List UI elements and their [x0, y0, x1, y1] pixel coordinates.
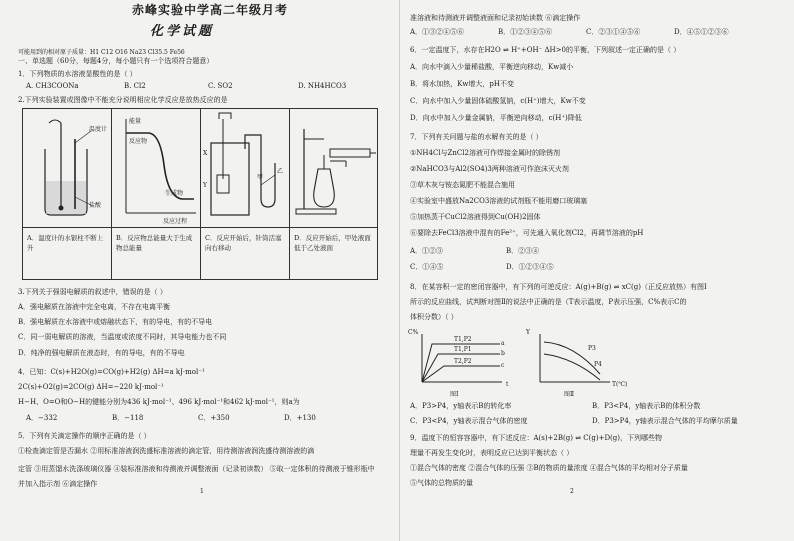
fig1-caption: 图Ⅰ	[450, 391, 459, 398]
q1-option-d: D. NH4HCO3	[298, 82, 347, 90]
figure-2-graph	[534, 332, 614, 388]
q6-option-b: B．将水加热，Kw增大，pH不变	[410, 80, 514, 88]
q5-line2: ①检查滴定管是否漏水 ②用标准溶液润洗盛标准溶液的滴定管，用待测溶液润洗盛待测溶液的滴	[18, 447, 315, 455]
fig2-xlabel: T(℃)	[612, 381, 628, 388]
q7-option-b: B．②③④	[506, 247, 540, 255]
q3-option-b: B．强电解质在水溶液中或熔融状态下，有的导电，有的不导电	[18, 318, 213, 326]
q5-line3: 定管 ③用蒸馏水洗涤玻璃仪器 ④装标准溶液和待测液并调整液面（记录初读数） ⑤取一定体积的待测液于锥形瓶中并加入指示剂 ⑥滴定操作	[18, 465, 375, 488]
q1-stem: 1．下列物质的水溶液显酸性的是（ ）	[18, 70, 137, 78]
q1-option-b: B. Cl2	[124, 82, 146, 90]
label-jia: 甲	[257, 174, 264, 181]
atomic-masses: 可能用到的相对原子质量：H1 C12 O16 Na23 Cl35.5 Fe56	[18, 49, 185, 56]
q8-stem: 8．在某容积一定的密闭容器中，有下列的可逆反应：A(g)+B(g) ⇌ xC(g)（正反应放热）有图Ⅰ	[410, 283, 707, 291]
q5-option-c: C．②③①④⑤⑥	[586, 28, 641, 36]
q6-option-d: D．向水中加入少量金属钠，平衡逆向移动，c(H⁺)降低	[410, 114, 582, 122]
fig1-curve-2: T1,P1	[454, 346, 472, 353]
exam-title: 赤峰实验中学高二年级月考	[132, 3, 289, 17]
product-label: 生成物	[165, 190, 184, 197]
q9-stem: 9．温度下的恒容容器中，有下述反应：A(s)+2B(g) ⇌ C(g)+D(g)，下列哪些物	[410, 434, 663, 442]
q8-option-d: D．P3>P4，y轴表示混合气体的平均摩尔质量	[592, 417, 738, 425]
q8-line2: 所示的反应曲线，试判断对图Ⅱ的说法中正确的是（T表示温度，P表示压强，C%表示C的	[410, 298, 687, 306]
q8-option-b: B．P3<P4，y轴表示B的体积分数	[592, 402, 701, 410]
q2-caption-b: B．反应物总能量大于生成物总能量	[116, 234, 193, 252]
fig1-tag-c: c	[501, 362, 505, 369]
q6-option-a: A．向水中滴入少量稀盐酸，平衡逆向移动，Kw减小	[410, 63, 574, 71]
q1-option-c: C. SO2	[208, 82, 233, 90]
q4-stem: 4．已知：C(s)+H2O(g)=CO(g)+H2(g) ΔH=a kJ·mol⁻¹	[18, 368, 205, 376]
exam-subtitle: 化学试题	[150, 24, 215, 39]
q2-figure-table	[22, 108, 378, 280]
q7-item-4: ④实验室中盛放Na2CO3溶液的试剂瓶不能用磨口玻璃塞	[410, 197, 588, 205]
q5-option-a: A．①③②④⑤⑥	[410, 28, 465, 36]
q4-option-c: C．+350	[198, 414, 230, 422]
q7-item-2: ②NaHCO3与Al2(SO4)3两种溶液可作泡沫灭火剂	[410, 165, 569, 173]
q2-caption-a: A．温度计的水银柱不断上升	[27, 234, 104, 252]
right-page	[402, 0, 794, 541]
q3-stem: 3.下列关于强弱电解质的叙述中，错误的是（ ）	[18, 288, 167, 296]
q4-option-d: D．+130	[284, 414, 316, 422]
q4-option-b: B．−118	[112, 414, 144, 422]
fig2-caption: 图Ⅱ	[564, 391, 575, 398]
q4-line3: H−H、O=O和O−H的键能分别为436 kJ·mol⁻¹、496 kJ·mol⁻¹和462 kJ·mol⁻¹，则a为	[18, 398, 300, 406]
reaction-process-label: 反应过程	[163, 218, 188, 225]
fig2-curve-2: P4	[594, 361, 602, 368]
q2-table-rule	[23, 227, 377, 228]
fig2-curve-1: P3	[588, 345, 596, 352]
label-x: X	[203, 150, 208, 157]
q7-option-c: C．①④⑤	[410, 263, 444, 271]
q2-stem: 2.下列实验装置或图像中不能充分说明相应化学反应是放热反应的是	[18, 96, 228, 104]
q1-option-a: A. CH3COONa	[26, 82, 79, 90]
q6-stem: 6．一定温度下，水存在H2O ⇌ H⁺+OH⁻ ΔH>0的平衡，下列叙述一定正确的是（ ）	[410, 46, 681, 54]
q7-item-3: ③草木灰与铵态氮肥不能混合施用	[410, 181, 515, 189]
q9-line4: ⑤气体的总物质的量	[410, 479, 473, 487]
q4-line2: 2C(s)+O2(g)=2CO(g) ΔH=−220 kJ·mol⁻¹	[18, 383, 164, 391]
label-y: Y	[203, 182, 207, 189]
fig1-tag-b: b	[501, 350, 505, 357]
reactant-label: 反应物	[129, 138, 148, 145]
q2-caption-d: D．反应开始后，甲处液面低于乙处液面	[294, 234, 371, 252]
q8-line3: 体积分数）（ ）	[410, 313, 458, 321]
q5-stem: 5．下列有关滴定操作的顺序正确的是（ ）	[18, 432, 151, 440]
q3-option-a: A．强电解质在溶液中完全电离，不存在电离平衡	[18, 303, 171, 311]
fig1-curve-3: T2,P2	[454, 358, 472, 365]
syringe-flask-figure	[290, 109, 379, 227]
q2-caption-c: C．反应开始后，针筒活塞向右移动	[205, 234, 282, 252]
fig1-curve-1: T1,P2	[454, 336, 472, 343]
fig1-tag-a: a	[501, 340, 505, 347]
q8-option-c: C．P3<P4，y轴表示混合气体的密度	[410, 417, 528, 425]
q5-option-b: B．①②③④⑤⑥	[498, 28, 553, 36]
acid-label: 盐酸	[89, 202, 102, 209]
q7-option-a: A．①②③	[410, 247, 444, 255]
q7-item-6: ⑥要除去FeCl3溶液中混有的Fe²⁺，可先通入氧化剂Cl2，再调节溶液的pH	[410, 229, 644, 237]
q7-option-d: D．①②③④⑤	[506, 263, 554, 271]
label-yi: 乙	[277, 168, 284, 175]
q7-item-1: ①NH4Cl与ZnCl2溶液可作焊接金属时的除锈剂	[410, 149, 560, 157]
q4-option-a: A．−332	[26, 414, 58, 422]
page-divider	[399, 0, 400, 541]
q7-item-5: ⑤加热蒸干CuCl2溶液得到Cu(OH)2固体	[410, 213, 541, 221]
page-number-right: 2	[570, 488, 574, 495]
q5-option-d: D．④⑤①②③⑥	[674, 28, 729, 36]
section-heading: 一、单选题（60分，每题4分，每小题只有一个选项符合题意）	[18, 57, 214, 65]
q3-option-d: D．纯净的强电解质在液态时，有的导电，有的不导电	[18, 349, 185, 357]
q3-option-c: C．同一弱电解质的溶液，当温度或浓度不同时，其导电能力也不同	[18, 333, 227, 341]
q7-stem: 7．下列有关问题与盐的水解有关的是（ ）	[410, 133, 543, 141]
thermometer-label: 温度计	[89, 126, 108, 133]
fig2-ylabel: Y	[526, 329, 530, 336]
energy-diagram-figure	[112, 109, 201, 227]
energy-axis-label: 能量	[129, 118, 142, 125]
q6-option-c: C．向水中加入少量固体硫酸氢钠，c(H⁺)增大，Kw不变	[410, 97, 586, 105]
fig1-ylabel: C%	[408, 329, 419, 336]
page-number-left: 1	[200, 488, 204, 495]
q5-continued-line: 准溶液和待测液并调整液面和记录初始读数 ⑥滴定操作	[410, 14, 581, 22]
q8-option-a: A．P3>P4，y轴表示B的转化率	[410, 402, 512, 410]
fig1-xlabel: t	[506, 381, 509, 388]
q9-line2: 理量不再发生变化时，表明反应已达到平衡状态（ ）	[410, 449, 574, 457]
q9-items: ①混合气体的密度 ②混合气体的压强 ③B的物质的量浓度 ④混合气体的平均相对分子质量	[410, 464, 688, 472]
